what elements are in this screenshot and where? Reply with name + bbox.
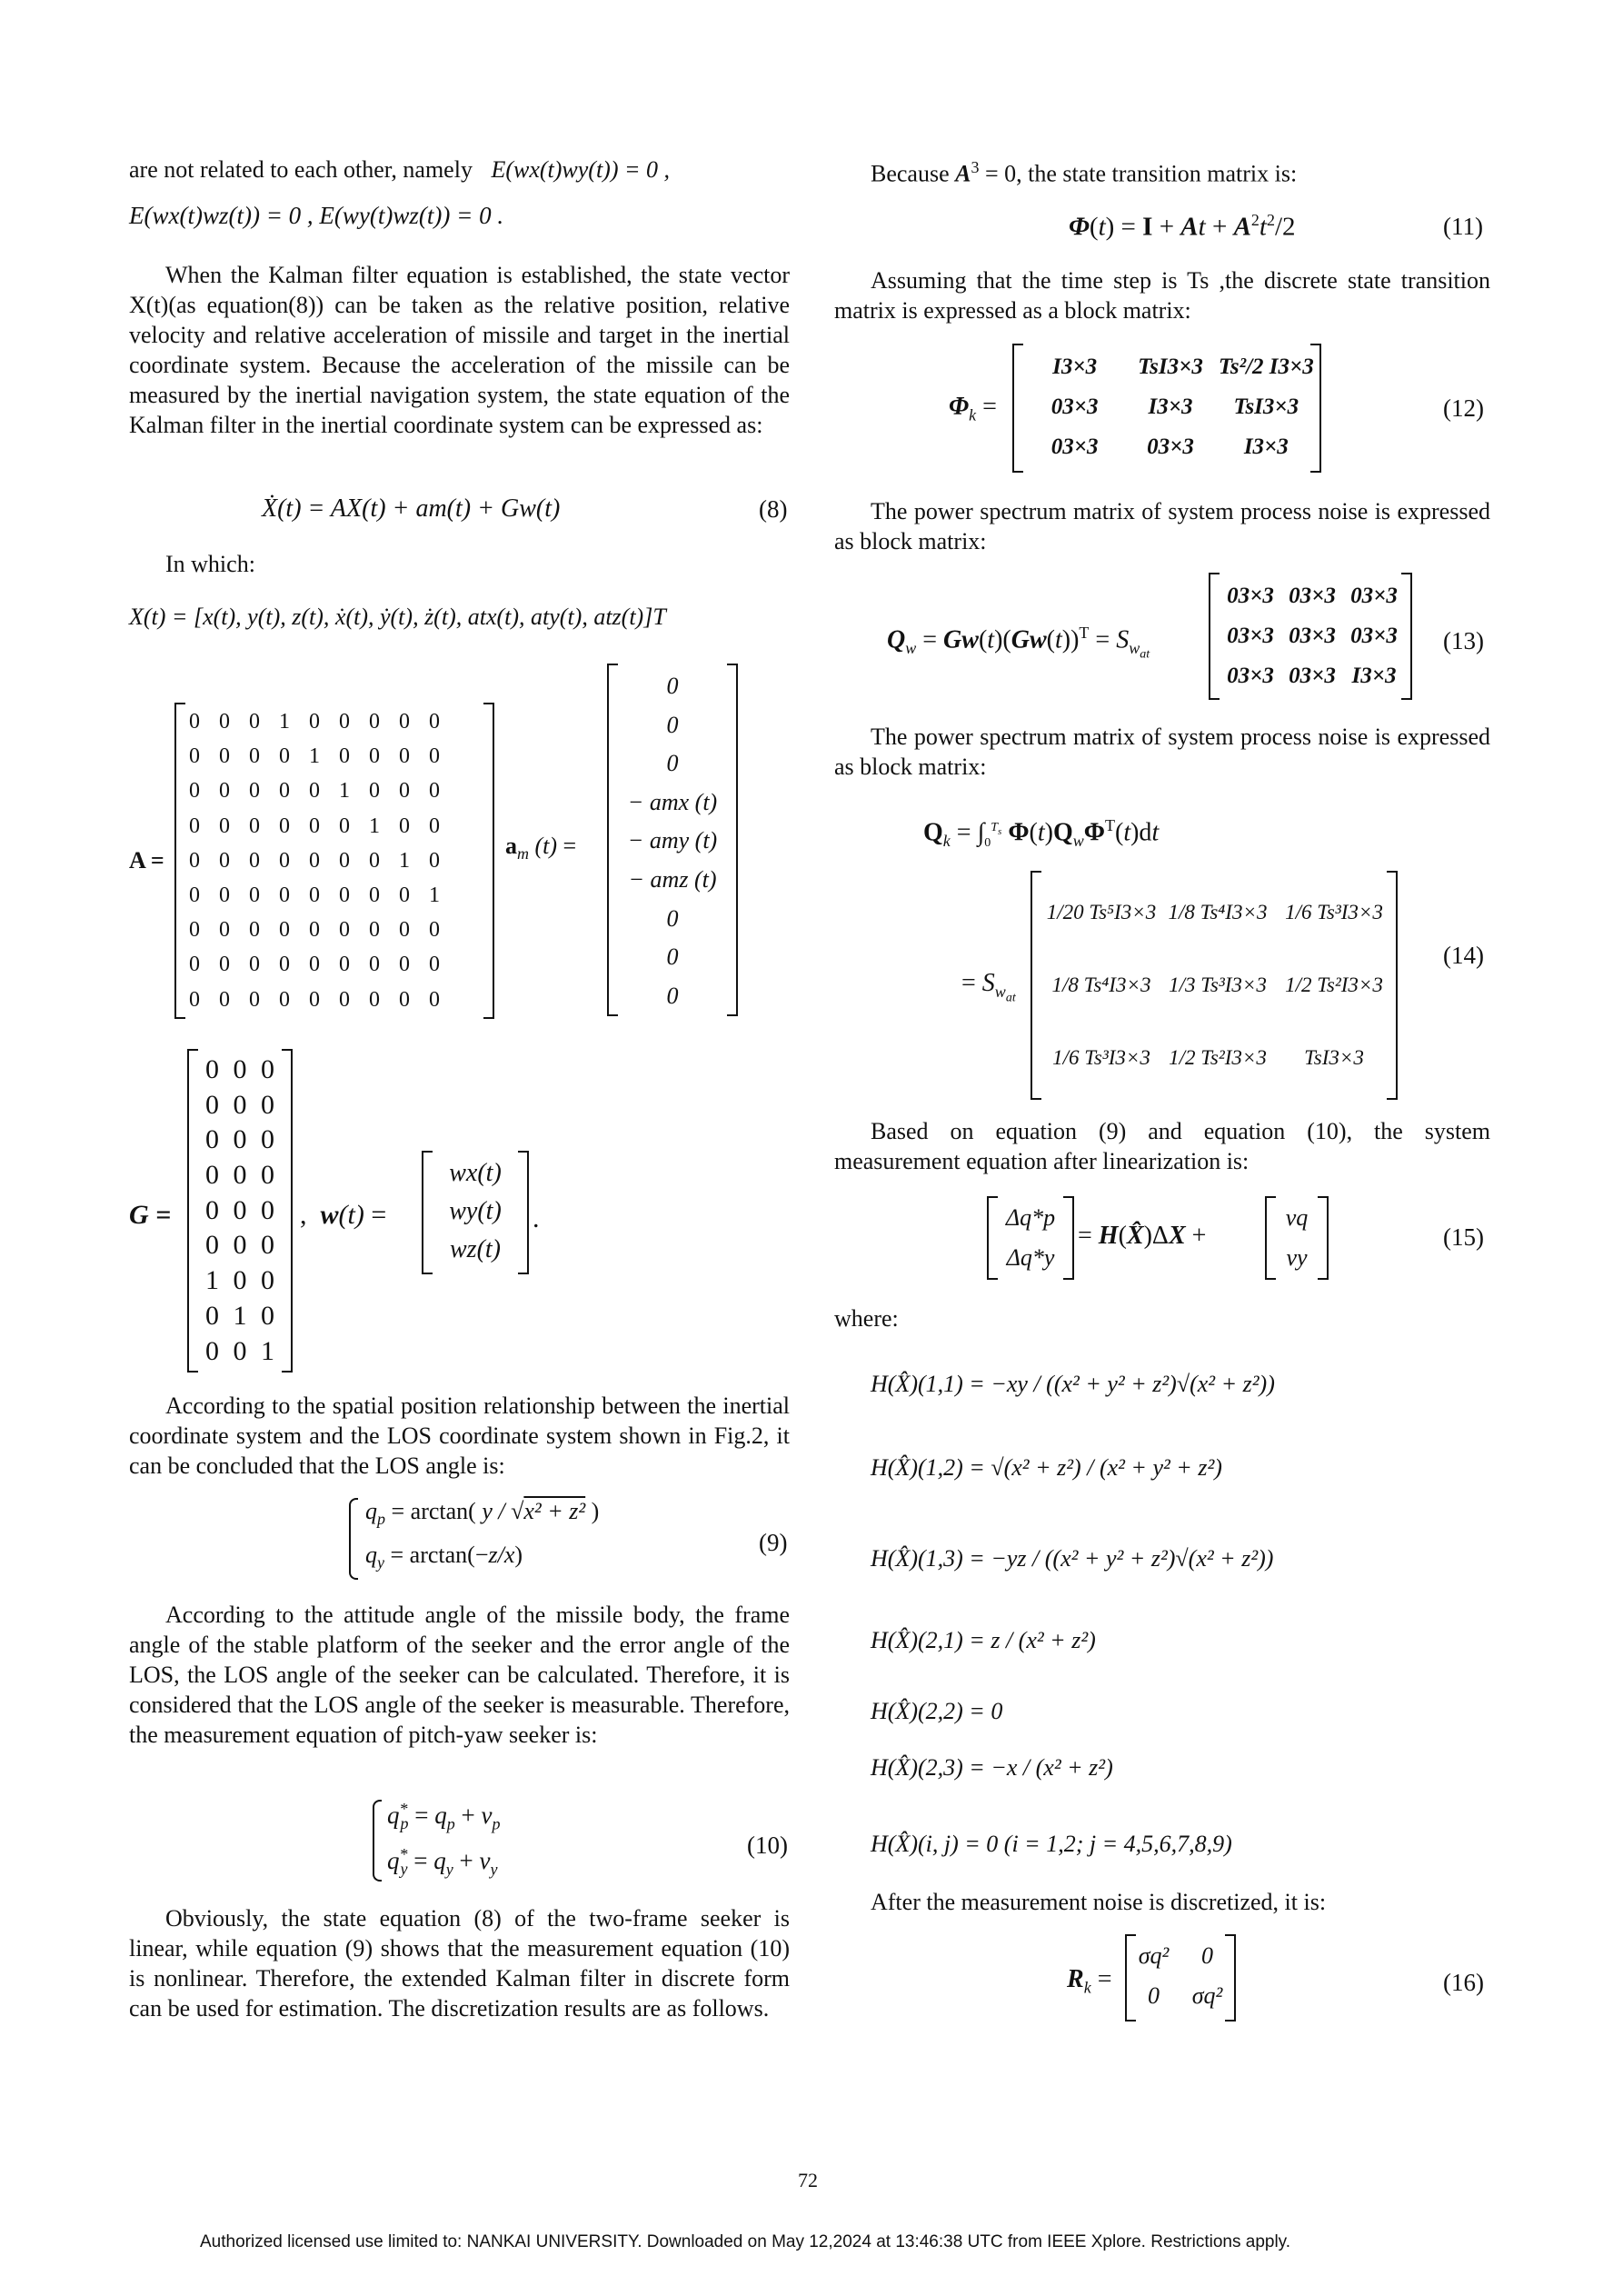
matrix-row — [1043, 876, 1392, 949]
matrix-row: vq — [1285, 1204, 1309, 1231]
left-paragraph-4: According to the attitude angle of the missile body, the frame angle of the stable platform of the seeker and the error angle of the LOS, the LOS angle of the seeker can be calculated. Therefore, it is considered that the LOS angle of the seeker is measurable. Therefore, the measurement equation of pitch-yaw seeker is: — [129, 1602, 790, 1748]
matrix-row — [1127, 1936, 1234, 1976]
matrix-row: 0 0 0 — [205, 1089, 274, 1120]
matrix-row: 0 0 0 — [205, 1160, 274, 1191]
matrix-row — [1043, 949, 1392, 1022]
matrix-cell: σq² — [1191, 1982, 1223, 2009]
right-paragraph-3: The power spectrum matrix of system process noise is expressed as block matrix: — [834, 498, 1490, 554]
left-paragraph-2: When the Kalman filter equation is established, the state vector X(t)(as equation(8)) can be taken as the relative position, relative velocity and relative acceleration of missile and target in the inertial coordinate system. Because the acceleration of the missile can be measured by the inertial navigation system, the state equation of the Kalman filter in the inertial coordinate system can be expressed as: — [129, 262, 790, 438]
matrix-cell: 0 — [1201, 1942, 1213, 1969]
equation-13-number: (13) — [1443, 627, 1484, 654]
matrix-phi-k — [1012, 344, 1321, 473]
state-vector-definition: X(t) = [x(t), y(t), z(t), ẋ(t), ẏ(t), ż(t), atx(t), aty(t), atz(t)]T — [129, 604, 666, 630]
matrix-cell: 03×3 — [1289, 584, 1336, 608]
equation-10-line-1: $q^*_p = q_p + v_p$ — [387, 1800, 501, 1833]
matrix-row: − amy (t) — [627, 827, 718, 854]
matrix-a-row: 0 0 0 0 0 0 0 0 0 — [189, 987, 441, 1012]
w-vector-label: , w(t) = — [300, 1200, 387, 1230]
right-paragraph-5: Based on equation (9) and equation (10), the system measurement equation after linearization is: — [834, 1118, 1490, 1174]
equation-10-brace — [373, 1800, 382, 1882]
matrix-row: 0 — [666, 750, 679, 777]
matrix-row — [1043, 1022, 1392, 1094]
matrix-row: − amx (t) — [627, 788, 718, 815]
matrix-cell: 03×3 — [1289, 624, 1336, 648]
w-vector-end: . — [533, 1203, 540, 1233]
matrix-a-row: 0 0 0 1 0 0 0 0 0 — [189, 710, 441, 734]
am-vector — [607, 664, 738, 1016]
matrix-cell: 03×3 — [1227, 664, 1274, 688]
equation-8: Ẋ(t) = AX(t) + am(t) + Gw(t) — [262, 494, 561, 523]
matrix-row: 0 — [666, 904, 679, 932]
matrix-cell: 03×3 — [1350, 624, 1398, 648]
equation-15-number: (15) — [1443, 1223, 1484, 1251]
matrix-row — [1027, 347, 1314, 387]
matrix-g-label: G = — [129, 1200, 172, 1230]
matrix-cell: 03×3 — [1147, 434, 1194, 459]
matrix-r-k — [1125, 1934, 1236, 2021]
matrix-q-w — [1209, 573, 1412, 700]
matrix-cell: TsI3×3 — [1138, 354, 1203, 379]
matrix-cell: TsI3×3 — [1304, 1046, 1364, 1069]
left-p1-text: are not related to each other, namely — [129, 156, 473, 183]
equation-12-label: $\Phi_k$ = — [949, 393, 997, 424]
matrix-row: 0 1 0 — [205, 1300, 274, 1331]
equation-9-line-1: $q_p = \arctan$( y / √x² + z² ) — [365, 1498, 600, 1529]
matrix-cell: 03×3 — [1050, 434, 1099, 459]
page-number: 72 — [798, 2169, 818, 2191]
matrix-a-label: A = — [129, 847, 164, 873]
equation-9-brace — [349, 1498, 358, 1580]
equation-15-middle: = H(X̂)ΔX + — [1078, 1222, 1207, 1250]
matrix-a-row: 0 0 0 0 0 0 0 0 0 — [189, 953, 441, 977]
equation-15-lhs-vector — [987, 1196, 1074, 1280]
matrix-row — [1220, 576, 1405, 616]
matrix-cell: 0 — [1148, 1982, 1160, 2009]
jacobian-entry-h22: H(X̂)(2,2) = 0 — [871, 1698, 1003, 1724]
matrix-cell: TsI3×3 — [1233, 394, 1299, 419]
matrix-a-row: 0 0 0 0 0 0 0 1 0 — [189, 848, 441, 873]
matrix-row: 0 0 0 — [205, 1194, 274, 1225]
right-paragraph-1: Because $A^3 = 0$, the state transition matrix is: — [871, 158, 1298, 187]
matrix-row — [1027, 387, 1314, 427]
in-which-label: In which: — [165, 551, 255, 577]
equation-9-line-2: $q_y = \arctan(-z/x)$ — [365, 1542, 523, 1572]
jacobian-entry-h12: H(X̂)(1,2) = √(x² + z²) / (x² + y² + z²) — [871, 1454, 1222, 1481]
matrix-a-row: 0 0 0 0 0 1 0 0 0 — [189, 779, 441, 804]
matrix-row: wx(t) — [449, 1159, 502, 1187]
matrix-cell: 03×3 — [1227, 624, 1274, 648]
matrix-row: 0 0 0 — [205, 1124, 274, 1155]
equation-11: $\Phi(t) = I + At + A^2t^2/2$ — [1069, 211, 1296, 242]
matrix-q-k — [1031, 871, 1398, 1100]
left-paragraph-3: According to the spatial position relationship between the inertial coordinate system and the LOS coordinate system shown in Fig.2, it can be concluded that the LOS angle is: — [129, 1393, 790, 1479]
equation-12-number: (12) — [1443, 394, 1484, 422]
matrix-row: wz(t) — [450, 1235, 501, 1263]
equation-11-number: (11) — [1443, 213, 1483, 240]
matrix-row — [1127, 1976, 1234, 2016]
matrix-cell: I3×3 — [1148, 394, 1193, 419]
matrix-cell: I3×3 — [1052, 354, 1098, 379]
matrix-row — [1027, 427, 1314, 467]
matrix-cell: 1/3 Ts³I3×3 — [1169, 973, 1267, 996]
am-vector-label: $a_m$ (t) = — [505, 833, 577, 863]
matrix-cell: 03×3 — [1289, 664, 1336, 688]
matrix-cell: 1/8 Ts⁴I3×3 — [1051, 973, 1151, 996]
jacobian-entry-hij: H(X̂)(i, j) = 0 (i = 1,2; j = 4,5,6,7,8,9) — [871, 1831, 1232, 1857]
equation-16-label: $R_k$ = — [1067, 1965, 1112, 1997]
matrix-a-row: 0 0 0 0 0 0 0 0 1 — [189, 883, 441, 907]
matrix-row: 0 0 1 — [205, 1335, 274, 1366]
matrix-row: 0 — [666, 943, 679, 971]
matrix-row: wy(t) — [449, 1197, 502, 1225]
license-footer: Authorized licensed use limited to: NANKAI UNIVERSITY. Downloaded on May 12,2024 at 13:46:38 UTC from IEEE Xplore. Restrictions apply. — [200, 2232, 1291, 2251]
matrix-row — [1220, 656, 1405, 696]
matrix-row: − amz (t) — [628, 865, 717, 893]
matrix-a-row: 0 0 0 0 1 0 0 0 0 — [189, 744, 441, 769]
left-paragraph-1 — [129, 155, 802, 185]
matrix-cell: σq² — [1138, 1942, 1170, 1969]
equation-14-label: = $S_{w_{at}}$ — [961, 969, 1016, 1005]
left-p1-eq2: E(wx(t)wz(t)) = 0 , E(wy(t)wz(t)) = 0 . — [129, 202, 504, 229]
matrix-cell: 1/6 Ts³I3×3 — [1285, 901, 1383, 923]
jacobian-entry-h23: H(X̂)(2,3) = −x / (x² + z²) — [871, 1754, 1113, 1781]
equation-8-number: (8) — [759, 495, 788, 523]
matrix-row: 0 0 0 — [205, 1230, 274, 1261]
matrix-row: vy — [1286, 1244, 1308, 1271]
left-p1-eq1: E(wx(t)wy(t)) = 0 , — [491, 156, 671, 183]
matrix-g — [187, 1049, 293, 1373]
matrix-a — [174, 703, 494, 1019]
right-paragraph-2: Assuming that the time step is Ts ,the discrete state transition matrix is expressed as a block matrix: — [834, 267, 1490, 324]
where-label: where: — [834, 1305, 899, 1332]
matrix-row: Δq*p — [1005, 1204, 1056, 1231]
matrix-row: 0 — [666, 673, 679, 699]
equation-16-number: (16) — [1443, 1969, 1484, 1996]
matrix-cell: 1/8 Ts⁴I3×3 — [1168, 901, 1268, 923]
left-paragraph-5: Obviously, the state equation (8) of the two-frame seeker is linear, while equation (9) shows that the measurement equation (10) is nonlinear. Therefore, the extended Kalman filter in discrete form can be used for estimation. The discretization results are as follows. — [129, 1905, 790, 2021]
matrix-cell: 03×3 — [1350, 584, 1398, 608]
matrix-cell: 1/20 Ts⁵I3×3 — [1046, 901, 1157, 923]
matrix-a-row: 0 0 0 0 0 0 1 0 0 — [189, 814, 441, 838]
matrix-cell: 03×3 — [1050, 394, 1099, 419]
matrix-cell: I3×3 — [1243, 434, 1289, 459]
equation-9-number: (9) — [759, 1529, 788, 1556]
jacobian-entry-h13: H(X̂)(1,3) = −yz / ((x² + y² + z²)√(x² + z²)) — [871, 1545, 1274, 1572]
equation-15-rhs-vector — [1265, 1196, 1329, 1280]
matrix-cell: 03×3 — [1227, 584, 1274, 608]
matrix-row: 1 0 0 — [205, 1265, 274, 1296]
matrix-cell: 1/2 Ts²I3×3 — [1285, 973, 1383, 996]
matrix-row: 0 — [666, 711, 679, 738]
equation-14-line-1: $Q_k = \int_0^{T_s}$ $\Phi(t)Q_w\Phi^T(t)dt$ — [923, 816, 1160, 850]
matrix-row: Δq*y — [1006, 1244, 1055, 1271]
jacobian-entry-h21: H(X̂)(2,1) = z / (x² + z²) — [871, 1627, 1096, 1653]
matrix-cell: Ts²/2 I3×3 — [1218, 354, 1314, 379]
equation-10-number: (10) — [747, 1832, 788, 1859]
matrix-row: 0 0 0 — [205, 1054, 274, 1084]
matrix-cell: 1/2 Ts²I3×3 — [1169, 1046, 1267, 1069]
equation-14-number: (14) — [1443, 942, 1484, 969]
equation-13-label: $Q_w = Gw(t)(Gw(t))^T = S_{w_{at}}$ — [887, 624, 1150, 662]
matrix-cell: I3×3 — [1351, 664, 1397, 688]
jacobian-entry-h11: H(X̂)(1,1) = −xy / ((x² + y² + z²)√(x² + z²)) — [871, 1371, 1275, 1397]
w-vector — [422, 1151, 529, 1274]
right-paragraph-4: The power spectrum matrix of system process noise is expressed as block matrix: — [834, 724, 1490, 780]
equation-10-line-2: $q^*_y = q_y + v_y$ — [387, 1845, 498, 1879]
matrix-cell: 1/6 Ts³I3×3 — [1052, 1046, 1150, 1069]
matrix-row — [1220, 616, 1405, 656]
matrix-a-row: 0 0 0 0 0 0 0 0 0 — [189, 918, 441, 943]
right-paragraph-6: After the measurement noise is discretized, it is: — [871, 1889, 1327, 1915]
matrix-row: 0 — [666, 982, 679, 1009]
